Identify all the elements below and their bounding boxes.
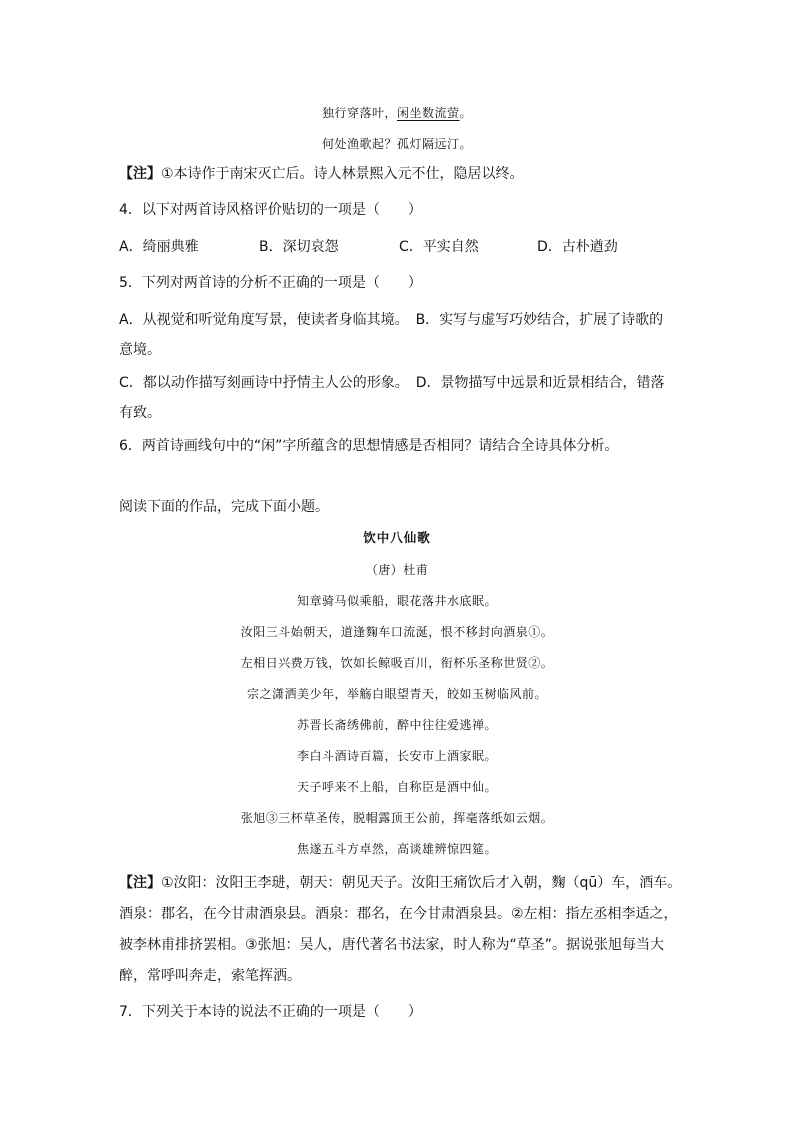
- poem1-line1-suffix: 。: [459, 106, 473, 120]
- poem2-line: 苏晋长斋绣佛前，醉中往往爱逃禅。: [296, 718, 497, 732]
- question-4-option-b: B．深切哀怨: [259, 239, 339, 255]
- question-6-stem: 6．两首诗画线句中的“闲”字所蕴含的思想情感是否相同？请结合全诗具体分析。: [119, 438, 619, 454]
- poem1-line2: 何处渔歌起？孤灯隔远汀。: [321, 137, 472, 151]
- poem1-line1: [0, 103, 794, 123]
- poem2-line: 焦遂五斗方卓然，高谈雄辨惊四筵。: [296, 842, 497, 856]
- note2-line2: 酒泉：郡名，在今甘肃酒泉县。酒泉：郡名，在今甘肃酒泉县。②左相：指左丞相李适之，: [119, 906, 678, 922]
- question-5-line1: A．从视觉和听觉角度写景，使读者身临其境。 B．实写与虚写巧妙结合，扩展了诗歌的: [119, 312, 664, 328]
- note2-tag: 【注】: [119, 875, 161, 891]
- poem2-line: 李白斗酒诗百篇，长安市上酒家眠。: [296, 749, 497, 763]
- question-4-options: [119, 237, 618, 257]
- poem2-line: 知章骑马似乘船，眼花落井水底眠。: [296, 594, 497, 608]
- reading-intro: 阅读下面的作品，完成下面小题。: [119, 499, 329, 515]
- poem2-line: 张旭③三杯草圣传，脱帽露顶王公前，挥毫落纸如云烟。: [240, 811, 554, 825]
- note2-text-1: ①汝阳：汝阳王李琎，朝天：朝见天子。汝阳王痛饮后才入朝，麴（qū）车，酒车。: [161, 875, 682, 891]
- question-4-stem: 4．以下对两首诗风格评价贴切的一项是（ ）: [119, 202, 422, 218]
- note2-line4: 醉，常呼叫奔走，索笔挥洒。: [119, 968, 301, 984]
- question-5-stem: 5．下列对两首诗的分析不正确的一项是（ ）: [119, 275, 422, 291]
- question-7-stem: 7．下列关于本诗的说法不正确的一项是（ ）: [119, 1004, 422, 1020]
- question-5-line3: C．都以动作描写刻画诗中抒情主人公的形象。 D．景物描写中远景和近景相结合，错落: [119, 375, 665, 391]
- poem2-line: 天子呼来不上船，自称臣是酒中仙。: [296, 780, 497, 794]
- note1-tag: 【注】: [119, 166, 161, 182]
- poem2-line: 宗之潇洒美少年，举觞白眼望青天，皎如玉树临风前。: [246, 687, 547, 701]
- poem2-line: 汝阳三斗始朝天，道逢麴车口流涎，恨不移封向酒泉①。: [240, 625, 554, 639]
- poem1-line1-prefix: 独行穿落叶，: [321, 106, 397, 120]
- poem2-line: 左相日兴费万钱，饮如长鲸吸百川，衔杯乐圣称世贤②。: [240, 656, 554, 670]
- note1: [119, 164, 524, 184]
- question-4-option-a: A．绮丽典雅: [119, 239, 199, 255]
- poem1-underlined-phrase: 闲坐数流萤: [396, 106, 460, 120]
- question-4-option-c: C．平实自然: [399, 239, 479, 255]
- question-5-line2: 意境。: [119, 342, 161, 358]
- poem2-title: 饮中八仙歌: [363, 530, 431, 545]
- note2-line1: [119, 873, 681, 893]
- question-5-line4: 有致。: [119, 405, 161, 421]
- note1-text: ①本诗作于南宋灭亡后。诗人林景熙入元不仕，隐居以终。: [161, 166, 524, 182]
- poem2-author: （唐）杜甫: [365, 563, 429, 577]
- question-4-option-d: D．古朴遒劲: [537, 239, 618, 255]
- note2-line3: 被李林甫排挤罢相。③张旭：吴人，唐代著名书法家，时人称为“草圣”。据说张旭每当大: [119, 937, 665, 953]
